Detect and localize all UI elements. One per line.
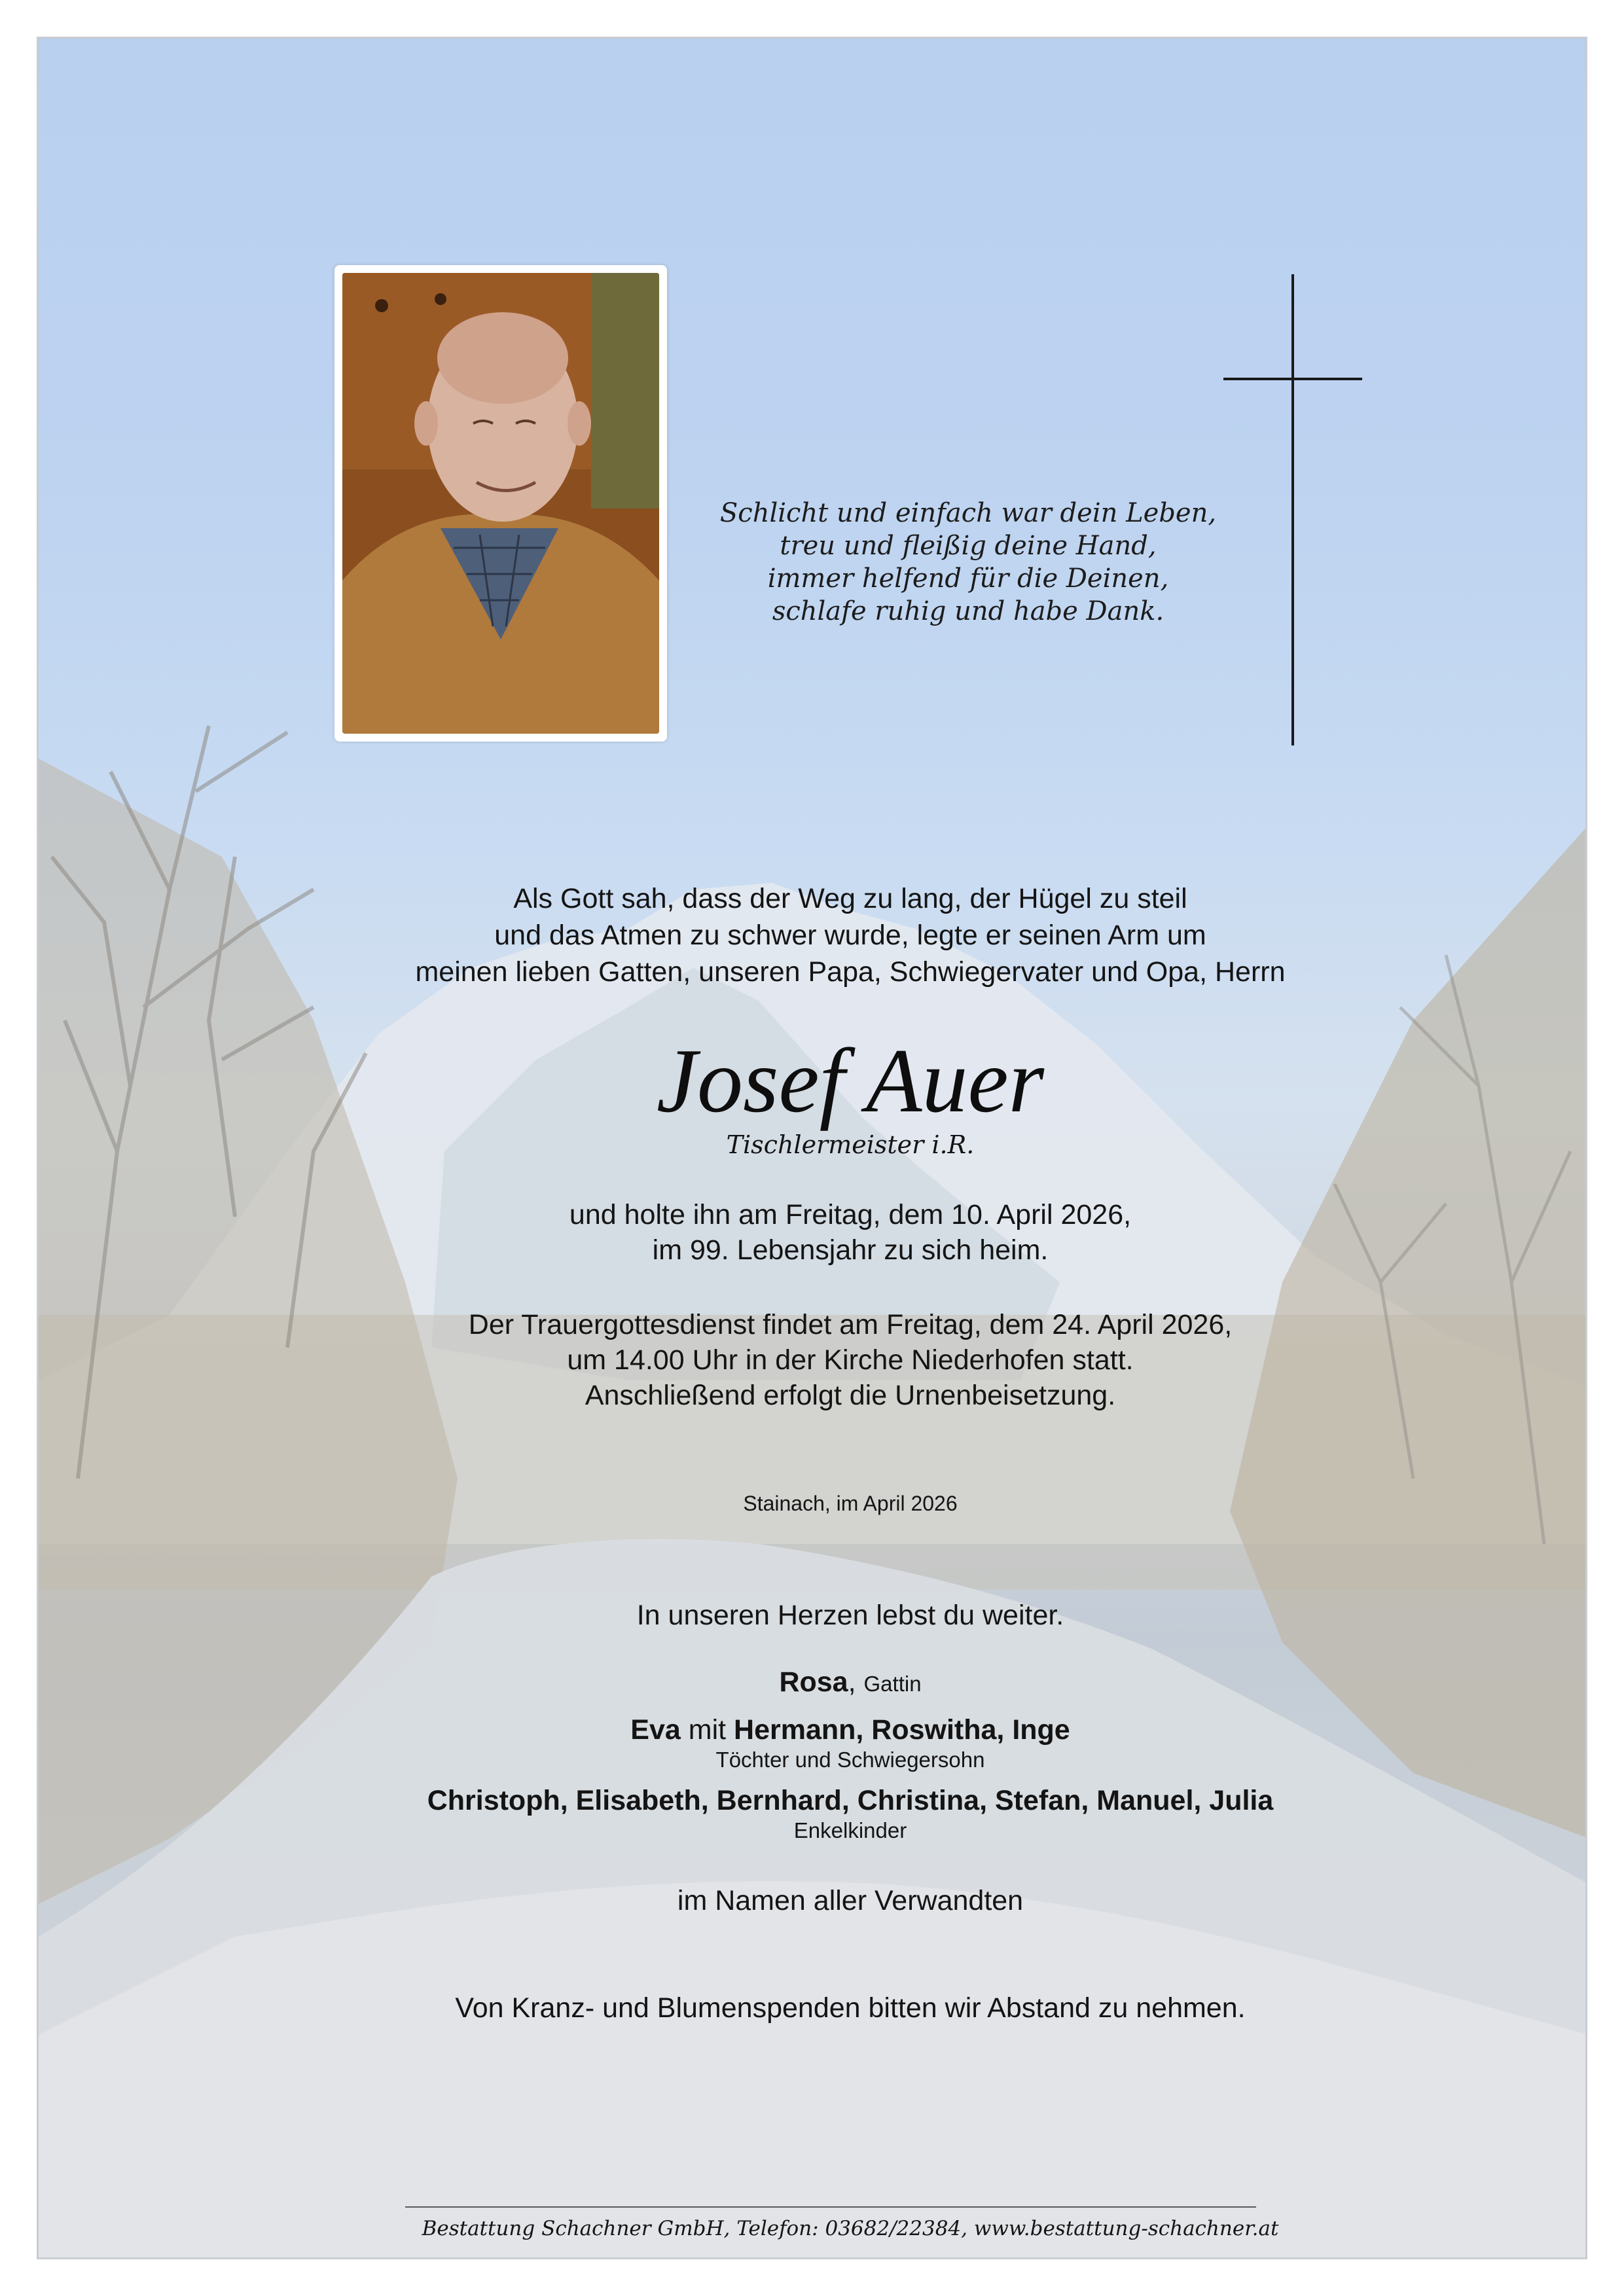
deceased-profession: Tischlermeister i.R. — [726, 1130, 975, 1159]
spouse-separator: , — [848, 1666, 864, 1698]
passing-notice — [261, 1197, 1439, 1268]
portrait-image — [342, 273, 659, 734]
intro-line: Als Gott sah, dass der Weg zu lang, der Hügel zu steil — [513, 883, 1187, 914]
funeral-service-info — [261, 1307, 1439, 1413]
donations-note: Von Kranz- und Blumenspenden bitten wir Abstand zu nehmen. — [455, 1992, 1246, 2024]
children-other-names: Hermann, Roswitha, Inge — [734, 1714, 1070, 1746]
mourner-spouse — [196, 1664, 1505, 1702]
memorial-verse — [615, 497, 1322, 628]
spouse-role: Gattin — [863, 1672, 922, 1696]
intro-line: und das Atmen zu schwer wurde, legte er seinen Arm um — [494, 920, 1206, 951]
funeral-home-footer: Bestattung Schachner GmbH, Telefon: 03682/22384, www.bestattung-schachner.at — [422, 2217, 1279, 2240]
verse-line: Schlicht und einfach war dein Leben, — [719, 498, 1217, 528]
mourner-grandchildren — [196, 1783, 1505, 1843]
mourner-children — [196, 1712, 1505, 1772]
remembrance-motto: In unseren Herzen lebst du weiter. — [636, 1600, 1064, 1631]
passing-line: und holte ihn am Freitag, dem 10. April 2026, — [569, 1199, 1132, 1230]
deceased-name: Josef Auer — [656, 1030, 1045, 1132]
footer-divider — [405, 2206, 1256, 2208]
intro-line: meinen lieben Gatten, unseren Papa, Schwiegervater und Opa, Herrn — [415, 956, 1286, 988]
grandchildren-names: Christoph, Elisabeth, Bernhard, Christina, Stefan, Manuel, Julia — [427, 1785, 1274, 1816]
service-line: um 14.00 Uhr in der Kirche Niederhofen statt. — [567, 1344, 1134, 1376]
service-line: Der Trauergottesdienst findet am Freitag, dem 24. April 2026, — [468, 1309, 1233, 1340]
spouse-name: Rosa — [779, 1666, 848, 1698]
place-and-date: Stainach, im April 2026 — [743, 1492, 958, 1515]
grandchildren-relation: Enkelkinder — [793, 1818, 907, 1842]
verse-line: treu und fleißig deine Hand, — [780, 531, 1157, 561]
children-relation: Töchter und Schwiegersohn — [715, 1748, 985, 1772]
mourners-list — [196, 1664, 1505, 1854]
service-line: Anschließend erfolgt die Urnenbeisetzung. — [585, 1380, 1116, 1411]
children-first-name: Eva — [630, 1714, 681, 1746]
verse-line: immer helfend für die Deinen, — [767, 564, 1169, 594]
relatives-note: im Namen aller Verwandten — [677, 1885, 1024, 1916]
verse-line: schlafe ruhig und habe Dank. — [772, 596, 1164, 626]
obituary-card — [37, 37, 1587, 2259]
intro-text — [196, 880, 1505, 990]
passing-line: im 99. Lebensjahr zu sich heim. — [652, 1234, 1049, 1266]
children-connector: mit — [680, 1714, 734, 1746]
